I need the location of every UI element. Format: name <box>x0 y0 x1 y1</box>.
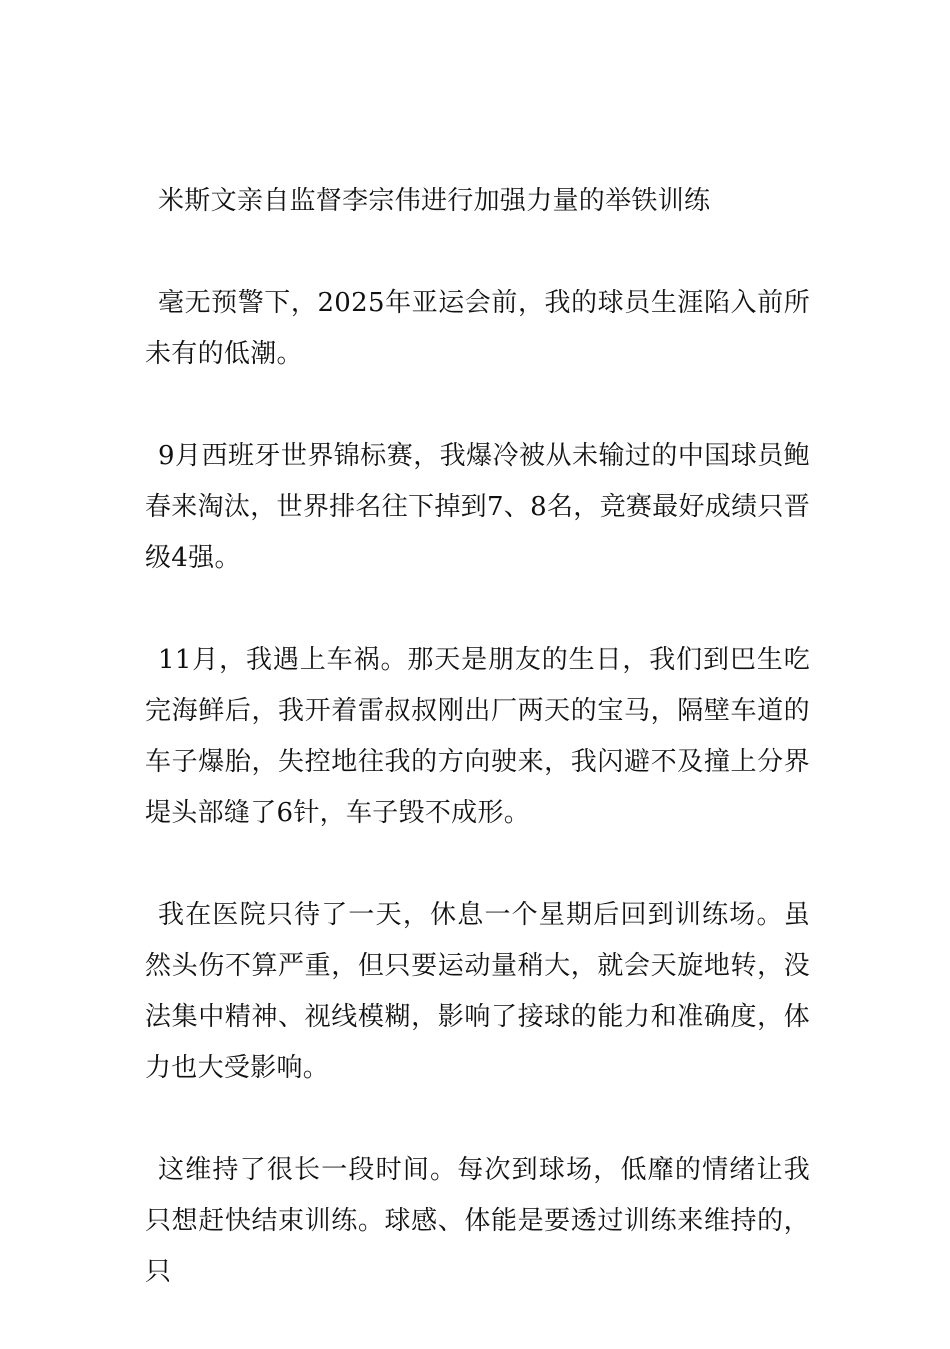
paragraph-low-period: 这维持了很长一段时间。每次到球场，低靡的情绪让我只想赶快结束训练。球感、体能是要透过训练来维持的，只 <box>145 1155 810 1287</box>
paragraph-car-accident: 11月，我遇上车祸。那天是朋友的生日，我们到巴生吃完海鲜后，我开着雷叔叔刚出厂两天的宝马，隔壁车道的车子爆胎，失控地往我的方向驶来，我闪避不及撞上分界堤头部缝了6针，车子毁不成形。 <box>145 645 810 828</box>
caption-paragraph: 米斯文亲自监督李宗伟进行加强力量的举铁训练 <box>158 186 711 216</box>
paragraph-intro: 毫无预警下，2025年亚运会前，我的球员生涯陷入前所未有的低潮。 <box>145 288 810 369</box>
article-body <box>145 176 810 1349</box>
paragraph-recovery: 我在医院只待了一天，休息一个星期后回到训练场。虽然头伤不算严重，但只要运动量稍大，就会天旋地转，没法集中精神、视线模糊，影响了接球的能力和准确度，体力也大受影响。 <box>145 900 810 1083</box>
paragraph-world-championship: 9月西班牙世界锦标赛，我爆冷被从未输过的中国球员鲍春来淘汰，世界排名往下掉到7、8名，竞赛最好成绩只晋级4强。 <box>145 441 810 573</box>
